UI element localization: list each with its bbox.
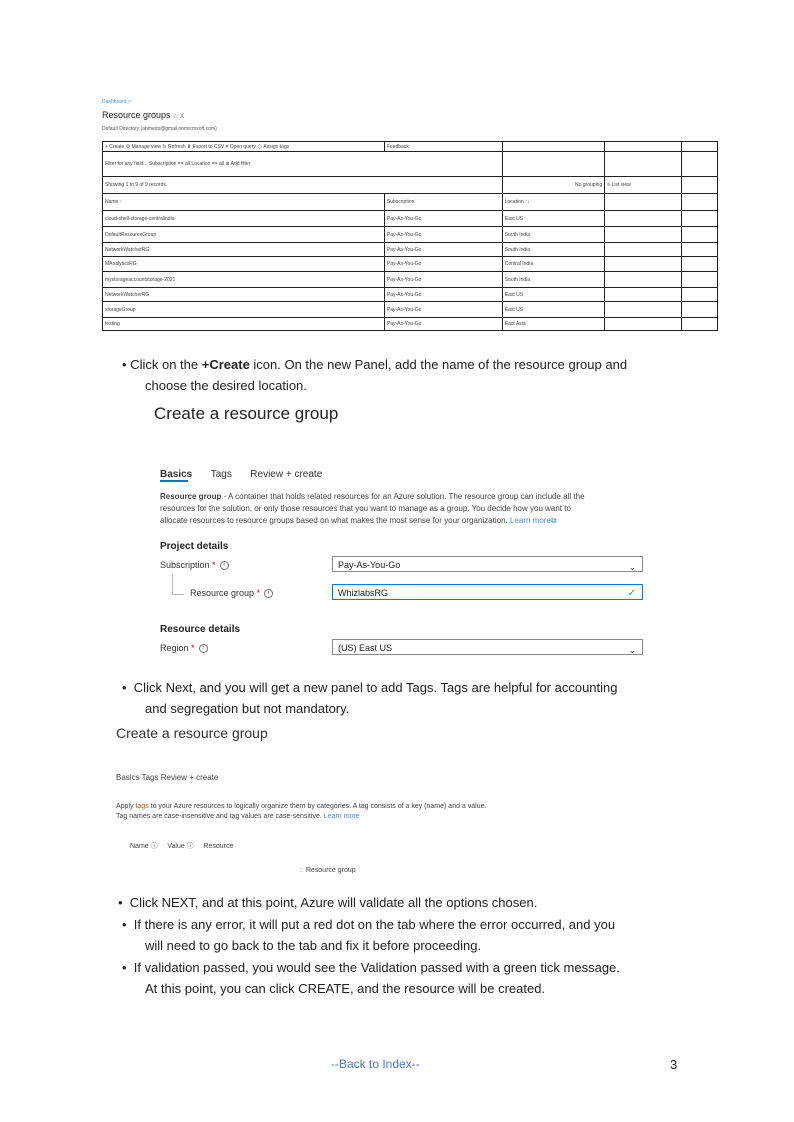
bullet-1-line-2: choose the desired location. [145,378,307,393]
row-subscription[interactable]: Pay-As-You-Go [384,227,502,243]
tree-connector-horizontal [172,594,184,595]
grouping-select[interactable]: No grouping [502,177,605,194]
resource-group-value: WhizlabsRG [338,588,389,598]
row-subscription[interactable]: Pay-As-You-Go [384,211,502,227]
tags-columns: Name ⓘ Value ⓘ Resource [130,843,234,850]
bullet-dot: • [122,680,127,695]
row-subscription[interactable]: Pay-As-You-Go [384,243,502,257]
column-header-subscription[interactable]: Subscription [384,194,502,211]
row-location: South India [502,243,605,257]
required-marker: * [212,560,216,570]
tags-desc-1c: to your Azure resources to logically organize them by categories. A tag consists of a key (name) and a value. [148,803,487,810]
project-details-heading: Project details [160,541,229,552]
desc-label: Resource group [160,492,222,501]
bullet-4 [122,914,615,935]
bullet-1 [122,354,627,375]
row-location: South India [502,272,605,288]
page-title-text: Resource groups [102,110,171,120]
learn-more-link[interactable]: Learn more [509,516,551,525]
tags-description [116,802,486,822]
required-marker: * [256,588,261,598]
bullet-dot: • [118,895,123,910]
create-rg-description [160,491,650,527]
info-icon: i [220,561,229,570]
page-title [102,110,184,120]
subscription-label [160,560,229,570]
subscription-value: Pay-As-You-Go [338,560,401,570]
row-name[interactable]: NetworkWatcherRG [103,288,385,302]
view-select[interactable]: ≡ List view [605,177,682,194]
table-row[interactable] [103,211,718,227]
table-row[interactable] [103,243,718,257]
bullet-dot: • [122,917,127,932]
resource-group-label [190,588,273,598]
bullet-dot: • [122,357,127,372]
region-value: (US) East US [338,643,393,653]
row-subscription[interactable]: Pay-As-You-Go [384,257,502,272]
row-location: East US [502,302,605,318]
table-row[interactable] [103,288,718,302]
required-marker: * [191,643,195,653]
bullet-1-text-a: Click on the [130,357,202,372]
feedback-button[interactable]: Feedback [384,142,502,152]
bullet-1-create: +Create [201,357,250,372]
chevron-down-icon: ⌄ [628,562,636,572]
resource-group-label-text: Resource group [190,588,255,598]
tags-heading: Create a resource group [116,725,268,741]
bullet-5-line-2: At this point, you can click CREATE, and the resource will be created. [145,981,546,996]
bullet-5 [122,957,620,978]
tab-tags[interactable]: Tags [210,469,232,480]
table-row[interactable] [103,272,718,288]
row-name[interactable]: MAnalyticsRG [103,257,385,272]
page-number: 3 [670,1057,678,1072]
column-header-location[interactable]: Location ↑↓ [502,194,605,211]
bullet-4-line-2: will need to go back to the tab and fix it before proceeding. [145,938,482,953]
directory-label: Default Directory (ahmeds@gmail.onmicrosoft.com) [102,126,217,132]
tree-connector-vertical [172,574,173,594]
bullet-dot: • [122,960,127,975]
row-name[interactable]: NetworkWatcherRG [103,243,385,257]
external-link-icon: ⧉ [550,516,557,525]
row-name[interactable]: storageGroup [103,302,385,318]
row-subscription[interactable]: Pay-As-You-Go [384,272,502,288]
create-rg-screenshot [150,398,650,668]
resource-details-heading: Resource details [160,624,241,635]
region-select[interactable] [332,639,643,655]
tags-row[interactable]: : Resource group [300,867,356,874]
row-subscription[interactable]: Pay-As-You-Go [384,288,502,302]
back-to-index-link[interactable]: --Back to Index-- [331,1057,420,1071]
table-row[interactable] [103,257,718,272]
filter-bar[interactable]: Filter for any field... Subscription == all Location == all ⊕ Add filter [103,152,503,177]
breadcrumb[interactable]: Dashboard > [102,99,131,105]
row-subscription[interactable]: Pay-As-You-Go [384,318,502,331]
tags-tabs[interactable]: Basics Tags Review + create [116,773,219,782]
bullet-2 [122,677,618,698]
row-subscription[interactable]: Pay-As-You-Go [384,302,502,318]
tags-learn-more-link[interactable]: Learn more [323,813,360,820]
row-name[interactable]: cloud-shell-storage-centralindia [103,211,385,227]
desc-3: allocate resources to resource groups based on what makes the most sense for your organization. [160,516,508,525]
region-label [160,643,208,653]
table-row[interactable] [103,302,718,318]
toolbar[interactable]: + Create ⚙ Manage view ↻ Refresh ⬇ Export to CSV ⌗ Open query ⟐ Assign tags [103,142,385,152]
row-location: South India [502,227,605,243]
desc-1: - A container that holds related resources for an Azure solution. The resource group can include all the [221,492,585,501]
info-icon: i [264,589,273,598]
bullet-3-text: Click NEXT, and at this point, Azure will validate all the options chosen. [129,895,538,910]
subscription-label-text: Subscription [160,560,210,570]
title-icons[interactable]: ☆ X [173,114,185,120]
resource-groups-table [102,141,718,331]
subscription-select[interactable] [332,556,643,572]
row-location: East Asia [502,318,605,331]
row-location: East US [502,211,605,227]
info-icon: i [199,644,208,653]
row-location: Central India [502,257,605,272]
tab-basics[interactable]: Basics [160,469,193,480]
create-rg-heading: Create a resource group [154,404,339,423]
table-row[interactable] [103,227,718,243]
chevron-down-icon: ⌄ [628,645,636,655]
resource-group-input[interactable] [332,584,643,600]
tags-desc-1a: Apply [116,803,136,810]
record-count: Showing 1 to 9 of 9 records. [103,177,503,194]
table-row[interactable] [103,318,718,331]
bullet-2-text-a: Click Next, and you will get a new panel to add Tags. Tags are helpful for accounting [133,680,618,695]
bullet-3 [118,892,537,913]
check-icon: ✓ [627,588,636,599]
tags-link-word[interactable]: tags [135,803,149,810]
row-location: East US [502,288,605,302]
tab-review-create[interactable]: Review + create [250,469,323,480]
tags-desc-2: Tag names are case-insensitive and tag values are case-sensitive. [116,813,324,820]
bullet-5-text-a: If validation passed, you would see the Validation passed with a green tick message. [133,960,620,975]
region-label-text: Region [160,643,189,653]
desc-2: resources for the solution, or only those resources that you want to manage as a group. You decide how you want to [160,504,571,513]
bullet-2-line-2: and segregation but not mandatory. [145,701,350,716]
active-tab-underline [160,480,188,482]
row-name[interactable]: mystorageaccountstorage-2021 [103,272,385,288]
bullet-1-text-c: icon. On the new Panel, add the name of the resource group and [249,357,628,372]
bullet-4-text-a: If there is any error, it will put a red dot on the tab where the error occurred, and you [133,917,616,932]
column-header-name[interactable]: Name ↑ [103,194,385,211]
row-name[interactable]: testing [103,318,385,331]
row-name[interactable]: DefaultResourceGroup [103,227,385,243]
